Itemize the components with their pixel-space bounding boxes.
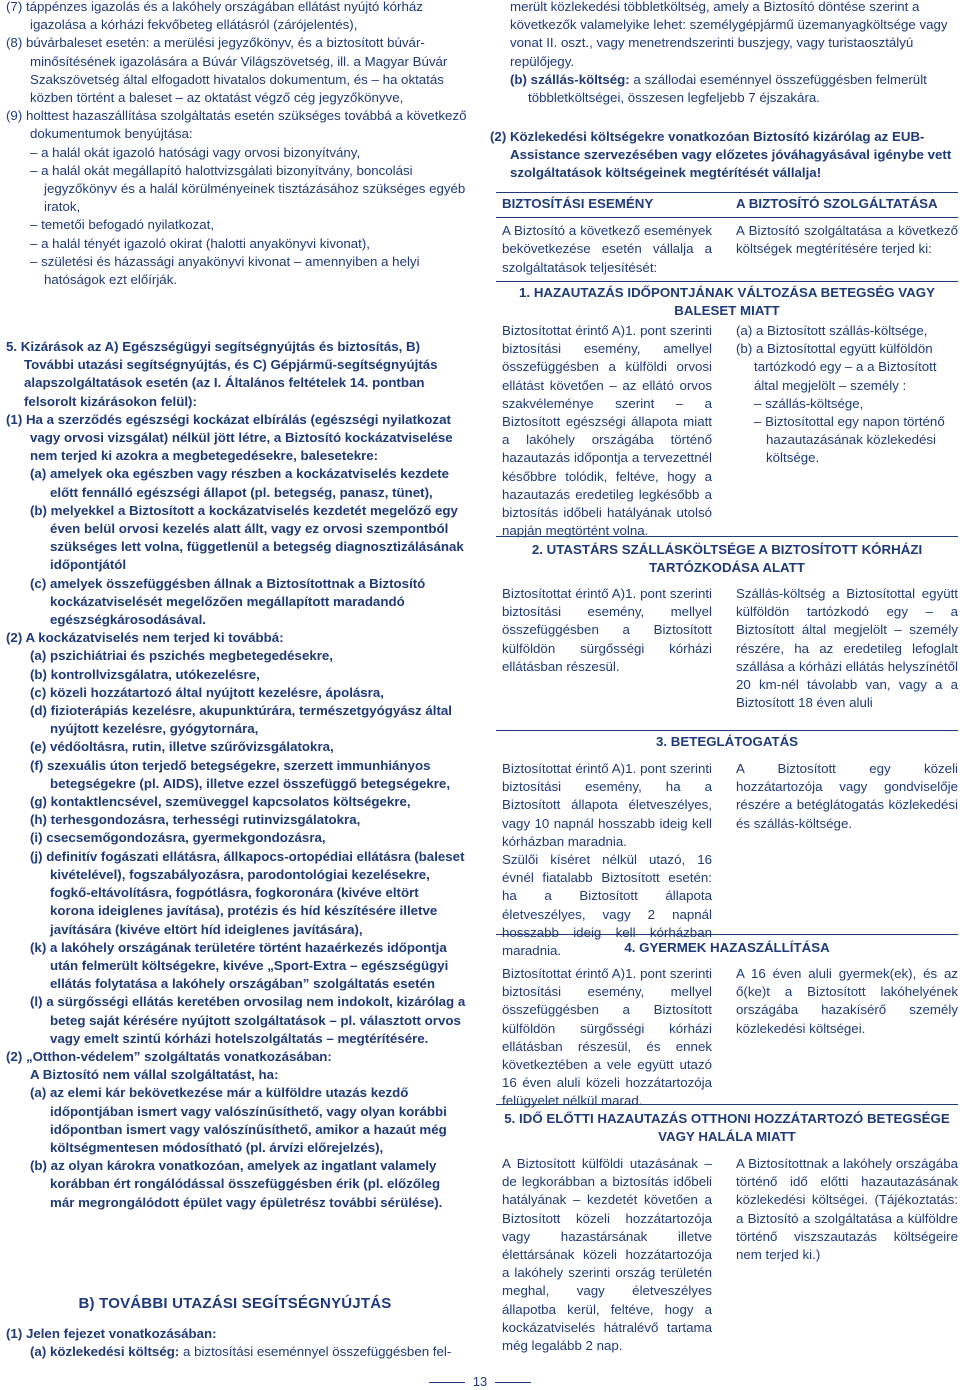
term-text: a biztosítási eseménnyel összefüggésben fel- bbox=[179, 1344, 452, 1360]
row-5-event: A Biztosított külföldi utazásának – de legkorábban a biztosítás időbeli hatályának – kezdetét követően a Biztosított közeli hozzátartozója vagy hazastársának illetve élettársának közeli hozzátartozója a lakóhely szerinti ország területén meghal, vagy életveszélyes állapotba kerül, feltéve, hogy a kockázatviselés hátralévő tartama még legalább 2 nap. bbox=[502, 1156, 712, 1354]
list-item: (c) közeli hozzátartozó által nyújtott kezelésre, ápolásra, bbox=[30, 684, 384, 700]
list-item: (b) kontrollvizsgálatra, utókezelésre, bbox=[30, 666, 260, 682]
list-item: (g) kontaktlencsével, szemüveggel kapcsolatos költségekre, bbox=[30, 794, 411, 810]
section-b-item-1a bbox=[6, 1343, 476, 1361]
item-8: (8) búvárbaleset esetén: a merülési jegyzőkönyv, és a biztosított búvár-minősítésének igazolására a Búvár Világszövetség, ill. a Magyar Búvár Szakszövetség által elfogadott hivatalos dokumentum, és – ha oktatás közben történt a baleset – az oktatást végző cég jegyzőkönyve, bbox=[6, 35, 448, 106]
section-5-2-list bbox=[6, 647, 466, 1047]
list-item: (d) fizioterápiás kezelésre, akupunktúrára, természetgyógyász által nyújtott kezelésre, gyógytornára, bbox=[30, 703, 452, 737]
list-item: (k) a lakóhely országának területére történt hazaérkezés időpontja után felmerült költségekre, kivéve „Sport-Extra – egészségügyi ellátás folytatása a lakóhely országában” szolgáltatás esetén bbox=[30, 939, 449, 992]
page-number-rule-right bbox=[495, 1382, 531, 1383]
list-item: (b) az olyan károkra vonatkozóan, amelyek az ingatlant valamely korábban ért rongálódással összefüggésben érik (pl. előzőleg már megrongálódott épület vagy épületrész további sérülése). bbox=[30, 1158, 443, 1210]
list-item: – Biztosítottal egy napon történő hazautazásának közlekedési költsége. bbox=[754, 414, 945, 466]
list-item: (h) terhesgondozásra, terhességi rutinvizsgálatokra, bbox=[30, 812, 361, 828]
row-5-title: 5. IDŐ ELŐTTI HAZAUTAZÁS OTTHONI HOZZÁTARTOZÓ BETEGSÉGE VAGY HALÁLA MIATT bbox=[504, 1111, 950, 1145]
list-item: (b) melyekkel a Biztosított a kockázatviselés kezdetét megelőző egy éven belül orvosi kezelés alatt állt, vagy ez orvosi szempontból szükséges lett volna, függetlenül a betegség diagnosztizálásának időpontjától bbox=[30, 502, 464, 573]
row-4-service: A 16 éven aluli gyermek(ek), és az ő(ke)t a Biztosított lakóhelyének országába hazakísérő személy közlekedési költségei. bbox=[736, 966, 958, 1036]
list-item: – a halál tényét igazoló okirat (halotti anyakönyvi kivonat), bbox=[30, 235, 370, 251]
row-4-event: Biztosítottat érintő A)1. pont szerinti biztosítási esemény, mellyel összefüggésben a Biztosított külföldön sürgősségi kórházi ellátásban részesül, és ennek következtében a vele együtt utazó 16 éven aluli közeli hozzátartozója felügyelet nélkül marad. bbox=[502, 966, 712, 1109]
row-5-service: A Biztosítottnak a lakóhely országába történő idő előtti hazautazásának közlekedési költségei. (Tájékoztatás: a Biztosító a szolgáltatása a külföldre történő viszszautazás költségeire nem terjed ki.) bbox=[736, 1156, 958, 1263]
row-1-service bbox=[722, 322, 958, 540]
page-number-text: 13 bbox=[472, 1374, 488, 1389]
row-1-event: Biztosítottat érintő A)1. pont szerinti biztosítási esemény, amellyel összefüggésben a külföldi orvosi ellátást követően – az ellátó orvos szakvéleménye szerint – a Biztosított egészségi állapota miatt a lakóhely országába történő hazautazás időpontja a tervezettnél későbbre tolódik, feltéve, hogy a hazautazás eredetileg legkésőbb a biztosítás időbeli hatályának utolsó napján megtörtént volna. bbox=[502, 323, 712, 539]
row-1-title: 1. HAZAUTAZÁS IDŐPONTJÁNAK VÁLTOZÁSA BETEGSÉG VAGY BALESET MIATT bbox=[519, 285, 935, 319]
list-item: (a) a Biztosított szállás-költsége, bbox=[736, 323, 928, 338]
row-2-title: 2. UTASTÁRS SZÁLLÁSKÖLTSÉGE A BIZTOSÍTOTT KÓRHÁZI TARTÓZKODÁSA ALATT bbox=[531, 542, 923, 576]
section-b-item-1: (1) Jelen fejezet vonatkozásában: bbox=[6, 1326, 217, 1341]
item-7: (7) táppénzes igazolás és a lakóhely országában ellátást nyújtó kórház igazolása a kórházi fekvőbeteg ellátásról (zárójelentés), bbox=[6, 0, 423, 33]
list-item: – a halál okát igazoló hatósági vagy orvosi bizonyítvány, bbox=[30, 144, 361, 160]
page-number bbox=[0, 1373, 960, 1390]
continuation-text: merült közlekedési többletköltség, amely a Biztosító döntése szerint a következők valamelyike lehet: személygépjármű üzemanyagköltsége vagy vonat II. oszt., vagy menetrendszerinti buszjegy, vagy turistaosztályú repülőjegy. bbox=[510, 0, 948, 69]
item-9: (9) holttest hazaszállítása szolgáltatás esetén szükséges továbbá a következő dokumentumok benyújtása: bbox=[6, 108, 467, 142]
list-item: – temetői befogadó nyilatkozat, bbox=[30, 217, 215, 233]
paragraph-2: (2) Közlekedési költségekre vonatkozóan Biztosító kizárólag az EUB-Assistance szervezésében vagy előzetes jóváhagyásával igénybe vett szolgáltatások költségeinek megtérítését vállalja! bbox=[490, 129, 952, 181]
header-service: A BIZTOSÍTÓ SZOLGÁLTATÁSA bbox=[736, 196, 938, 211]
section-5-1-list bbox=[6, 465, 466, 629]
list-item: (i) csecsemőgondozásra, gyermekgondozásra, bbox=[30, 830, 326, 846]
list-item: – születési és házassági anyakönyvi kivonat – amennyiben a helyi hatóságok ezt előírják. bbox=[30, 253, 420, 288]
term-label: (a) közlekedési költség: bbox=[30, 1344, 180, 1360]
list-item: (j) definitív fogászati ellátásra, állkapocs-ortopédiai ellátásra (baleset kivételével), fogszabályozásra, parodontológiai kezelésekre, fogkő-eltávolításra, fogpótlásra, fogkoronára (kivéve eltört korona ideiglenes javítása), protézis és híd készítésére illetve javítására (kivéve eltört híd ideiglenes javítására), bbox=[30, 848, 465, 937]
row-2-event: Biztosítottat érintő A)1. pont szerinti biztosítási esemény, mellyel összefüggésben a Biztosított külföldön sürgősségi kórházi ellátásban részesül. bbox=[502, 586, 712, 674]
section-5-item-2: (2) A kockázatviselés nem terjed ki továbbá: bbox=[6, 630, 284, 646]
row-2-service: Szállás-költség a Biztosítottal együtt külföldön tartózkodó egy – a Biztosított által megjelölt – személy részére, ha az eredetileg lefoglalt szállása a kórházi ellátás helyszínétől 20 km-nél távolabb van, vagy a a Biztosított 18 éven aluli bbox=[736, 586, 958, 711]
section-5-3-intro: A Biztosító nem vállal szolgáltatást, ha: bbox=[30, 1067, 279, 1083]
term-label: (b) szállás-költség: bbox=[510, 71, 630, 87]
row-3-title: 3. BETEGLÁTOGATÁS bbox=[655, 734, 799, 749]
section-5-item-1: (1) Ha a szerződés egészségi kockázat elbírálás (egészségi nyilatkozat vagy orvosi vizsgálat) nélkül jött létre, a Biztosító kockázatviselése nem terjed ki azokra a megbetegedésekre, balesetekre: bbox=[6, 411, 453, 464]
header-event: BIZTOSÍTÁSI ESEMÉNY bbox=[502, 196, 654, 211]
list-item: – a halál okát megállapító halottvizsgálati bizonyítvány, boncolási jegyzőkönyv és a halál körülményeinek tisztázásához szükséges egyéb iratok, bbox=[30, 162, 466, 215]
row-4-title: 4. GYERMEK HAZASZÁLLÍTÁSA bbox=[624, 940, 830, 955]
subheader-event: A Biztosító a következő események bekövetkezése esetén vállalja a szolgáltatások teljesítését: bbox=[502, 223, 712, 275]
row-3-event bbox=[496, 760, 722, 960]
list-item: (a) amelyek oka egészben vagy részben a kockázatviselés kezdete előtt fennálló egészségi állapot (pl. betegség, panasz, tünet), bbox=[30, 466, 450, 500]
list-item: (a) pszichiátriai és pszichés megbetegedésekre, bbox=[30, 648, 334, 664]
table-header bbox=[496, 192, 958, 286]
row-3-event-text: Biztosítottat érintő A)1. pont szerinti biztosítási esemény, ha a Biztosított állapota életveszélyes, vagy 10 napnál hosszabb ideig kell kórházban maradnia. bbox=[502, 761, 712, 849]
term-b bbox=[510, 71, 958, 107]
section-5-item-3: (2) „Otthon-védelem” szolgáltatás vonatkozásában: bbox=[6, 1048, 332, 1064]
term-text: a szállodai eseménnyel összefüggésben felmerült többletköltségei, összesen legfeljebb 7 éjszakára. bbox=[528, 71, 927, 106]
list-item: (a) az elemi kár bekövetkezése már a külföldre utazás kezdő időpontjában ismert vagy valószínűsíthető, vagy olyan korábbi időpontban ismert vagy valószínűsíthető, amikor a hazaút még költségmentesen módosítható (pl. árvízi előrejelzés), bbox=[30, 1085, 447, 1155]
list-item: (b) a Biztosítottal együtt külföldön tartózkodó egy – a a Biztosított által megjelölt – személy : bbox=[736, 341, 937, 393]
row-3-event-text-2: Szülői kíséret nélkül utazó, 16 évnél fiatalabb Biztosított esetén: ha a Biztosított állapota életveszélyes, vagy 2 napnál hosszabb ideig kell kórházban maradnia. bbox=[502, 852, 712, 959]
list-item: (c) amelyek összefüggésben állnak a Biztosítottnak a Biztosító kockázatviselését megelőzően megállapított maradandó egészségkárosodásával. bbox=[30, 575, 426, 628]
list-item: – szállás-költsége, bbox=[754, 395, 864, 411]
subheader-service: A Biztosító szolgáltatása a következő költségek megtérítésére terjed ki: bbox=[736, 223, 958, 257]
list-item: (e) védőoltásra, rutin, illetve szűrővizsgálatokra, bbox=[30, 739, 334, 755]
page-number-rule-left bbox=[429, 1382, 465, 1383]
list-item: (l) a sürgősségi ellátás keretében orvosilag nem indokolt, kizárólag a beteg saját kérésére nyújtott szolgáltatások – pl. választott orvos vagy emelt szintű kórházi hotelszolgáltatás – megtérítésére. bbox=[30, 994, 466, 1046]
section-5-title: 5. Kizárások az A) Egészségügyi segítségnyújtás és biztosítás, B) További utazási segítségnyújtás, és C) Gépjármű-segítségnyújtás alapszolgáltatások esetén (az I. Általános feltételek 14. pontban felsorolt kizárásokon felül): bbox=[6, 339, 438, 409]
item-9-list bbox=[6, 144, 470, 290]
list-item: (f) szexuális úton terjedő betegségekre, szerzett immunhiányos betegségekre (pl. AIDS), illetve ezzel összefüggő betegségekre, bbox=[30, 757, 451, 791]
row-3-service: A Biztosított egy közeli hozzátartozója vagy gondviselője részére a betéglátogatás közlekedési és szállás-költsége. bbox=[736, 761, 958, 831]
section-b-title: B) TOVÁBBI UTAZÁSI SEGÍTSÉGNYÚJTÁS bbox=[78, 1295, 392, 1312]
